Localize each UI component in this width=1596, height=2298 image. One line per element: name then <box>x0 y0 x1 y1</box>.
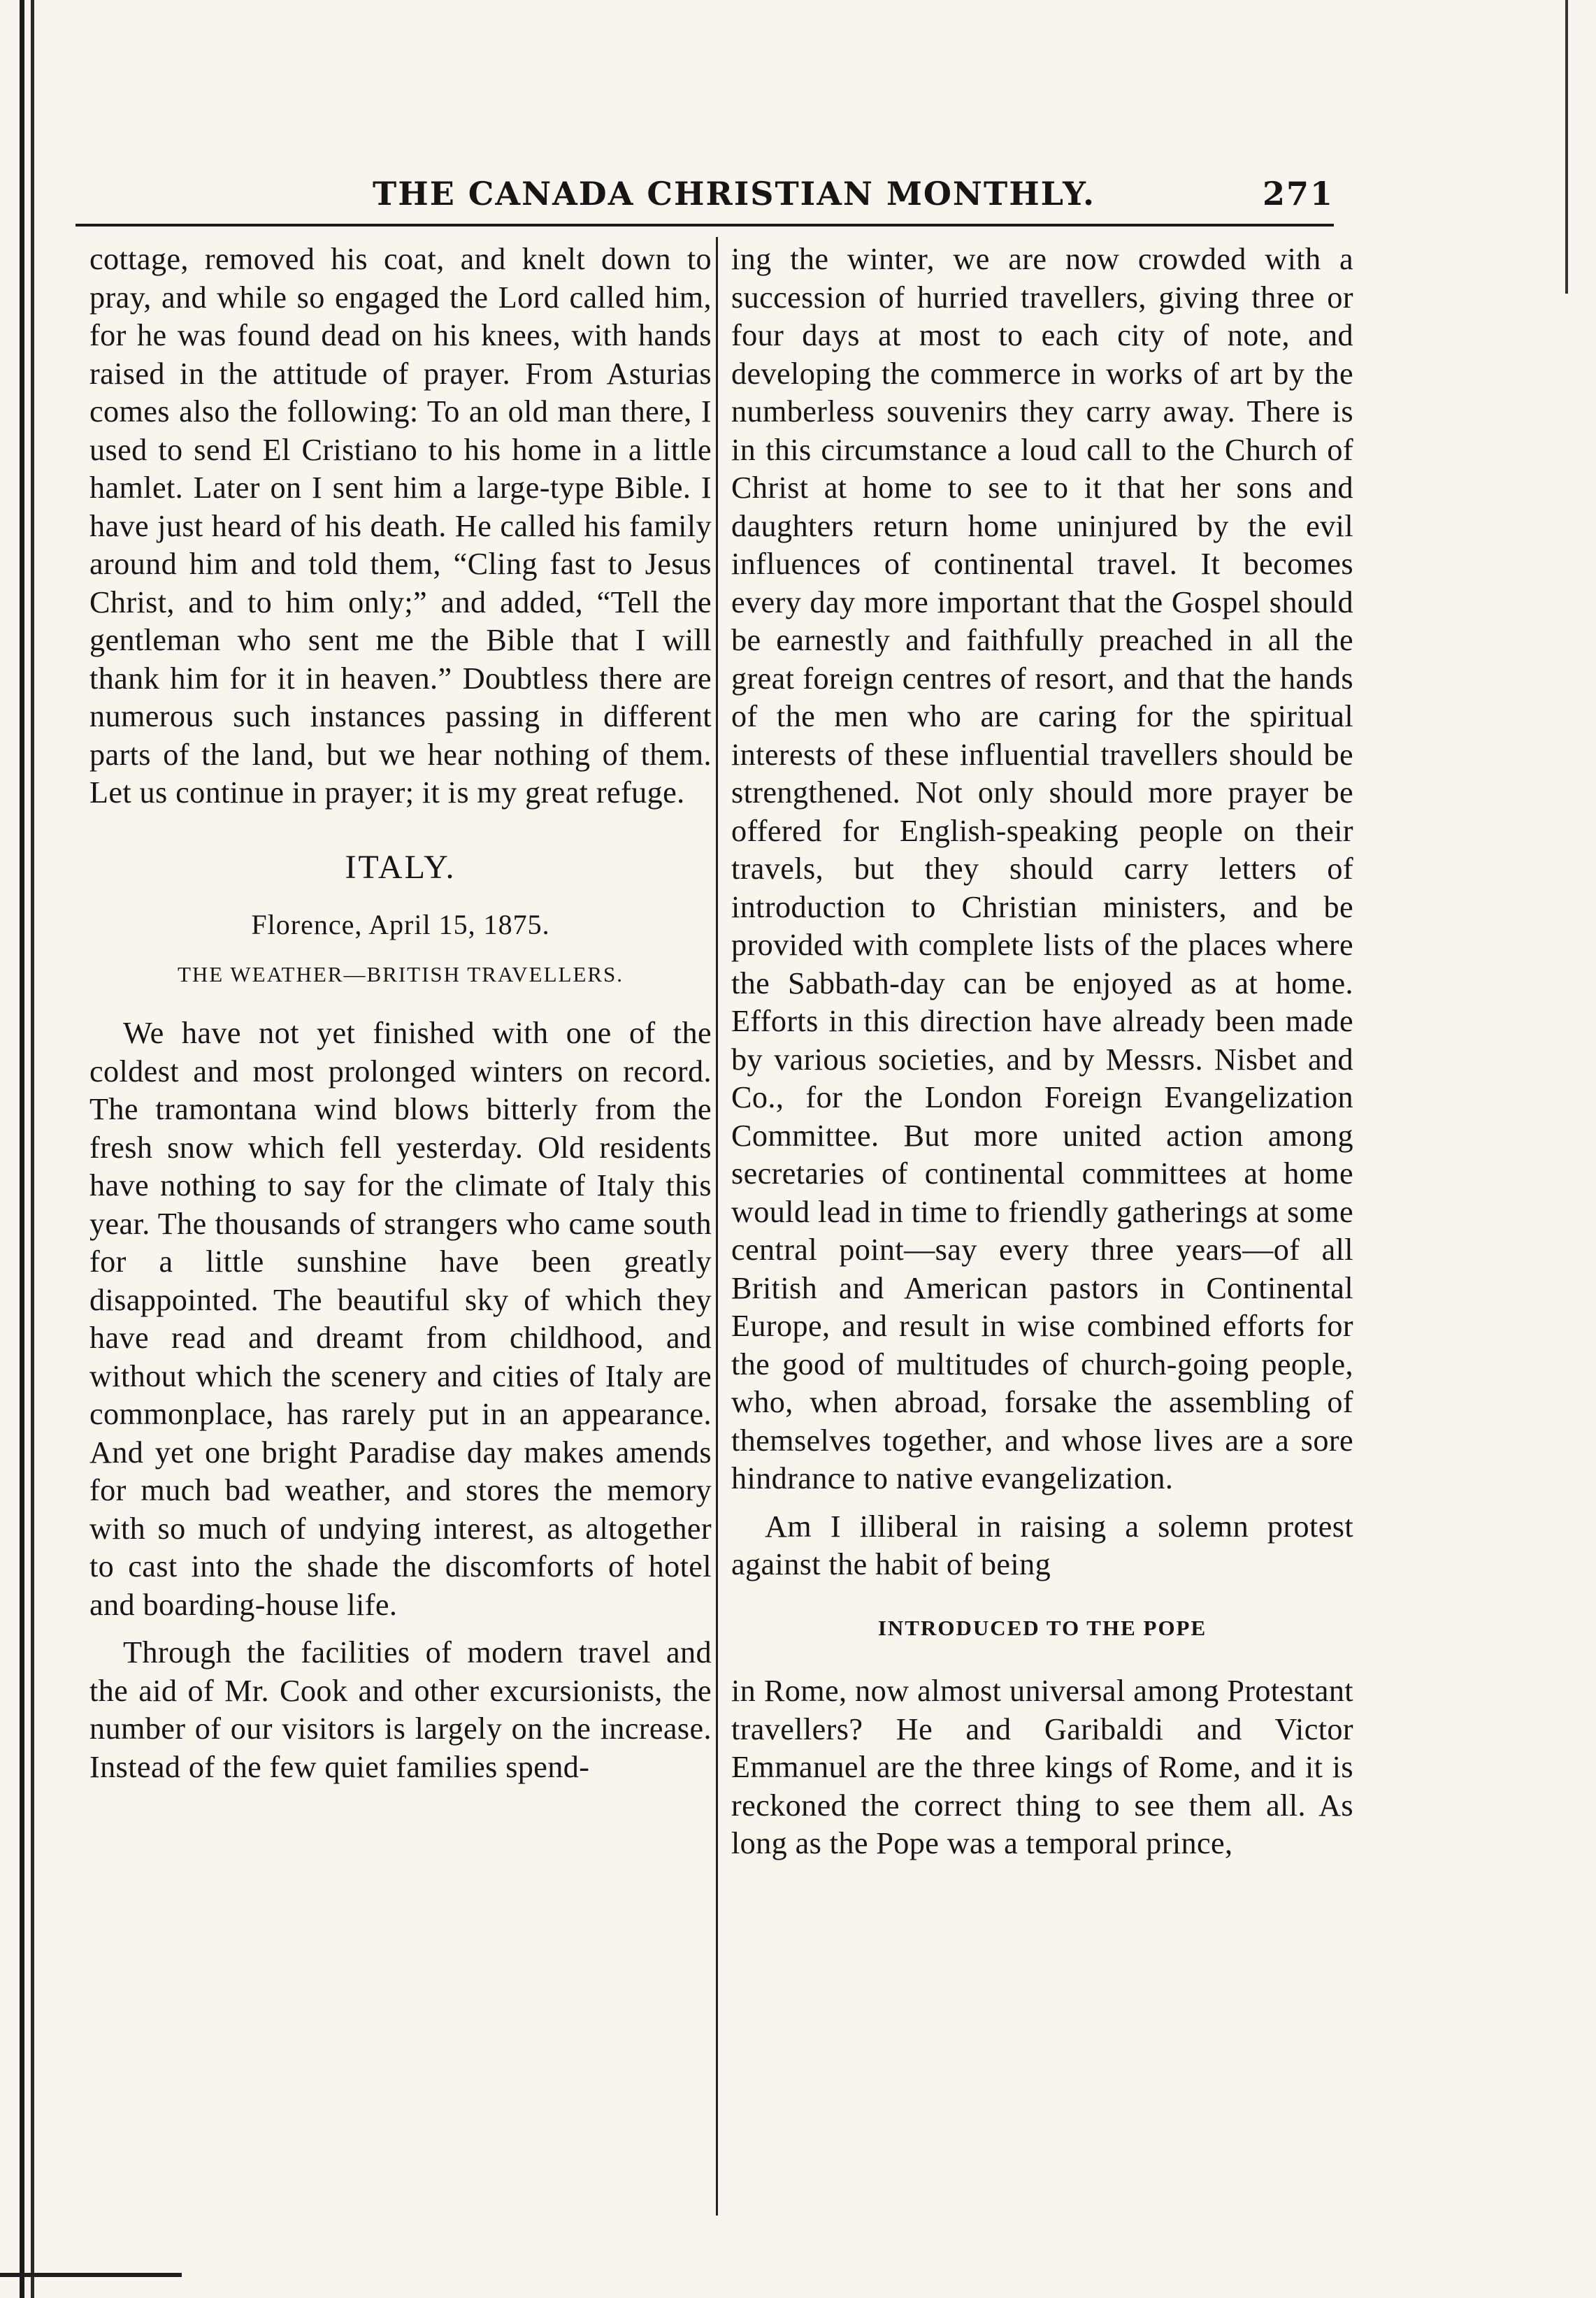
two-column-body <box>76 240 1353 2219</box>
document-page <box>76 175 1353 2219</box>
journal-title: THE CANADA CHRISTIAN MONTHLY. <box>373 175 1095 213</box>
scan-edge-left <box>20 0 24 2298</box>
subheading: INTRODUCED TO THE POPE <box>877 1615 1207 1640</box>
page-number: 271 <box>1262 175 1334 213</box>
paragraph: in Rome, now almost universal among Protestant travellers? He and Garibaldi and Victor Emmanuel are the three kings of Rome, and it is reckoned the correct thing to see them all. As long as the Pope was a temporal prince, <box>731 1674 1353 1860</box>
column-rule <box>716 237 718 2216</box>
dateline: Florence, April 15, 1875. <box>251 909 550 940</box>
paragraph: ing the winter, we are now crowded with a succession of hurried travellers, giving three or four days at most to each city of note, and developing the commerce in works of art by the numberless souvenirs they carry away. There is in this circumstance a loud call to the Church of Christ at home to see to it that her sons and daughters return home uninjured by the evil influences of continental travel. It becomes every day more important that the Gospel should be earnestly and faithfully preached in all the great foreign centres of resort, and that the hands of the men who are caring for the spiritual interests of these influential travellers should be strengthened. Not only should more prayer be offered for English-speaking people on their travels, but they should carry letters of introduction to Christian ministers, and be provided with complete lists of the places where the Sabbath-day can be enjoyed as at home. Efforts in this direction have already been made by various societies, and by Messrs. Nisbet and Co., for the London Foreign Evangelization Committee. But more united action among secretaries of continental committees at home would lead in time to friendly gatherings at some central point—say every three years—of all British and American pastors in Continental Europe, and result in wise combined efforts for the good of multitudes of church-going people, who, when abroad, forsake the assembling of themselves together, and whose lives are a sore hindrance to native evangelization. <box>731 242 1353 1495</box>
paragraph: Am I illiberal in raising a solemn protest against the habit of being <box>731 1509 1353 1581</box>
subheading: THE WEATHER—BRITISH TRAVELLERS. <box>177 961 624 986</box>
section-heading: ITALY. <box>345 848 456 886</box>
right-column <box>731 240 1353 1863</box>
paragraph: We have not yet finished with one of the coldest and most prolonged winters on record. The tramontana wind blows bitterly from the fresh snow which fell yesterday. Old residents have nothing to say for the climate of Italy this year. The thousands of strangers who came south for a little sunshine have been greatly disappointed. The beautiful sky of which they have read and dreamt from childhood, and without which the scenery and cities of Italy are commonplace, has rarely put in an appearance. And yet one bright Paradise day makes amends for much bad weather, and stores the memory with so much of undying interest, as altogether to cast into the shade the discomforts of hotel and boarding-house life. <box>89 1016 712 1622</box>
running-header <box>76 175 1334 227</box>
scan-edge-left-inner <box>31 0 34 2298</box>
paragraph: Through the facilities of modern travel and the aid of Mr. Cook and other excursionists, the number of our visitors is largely on the increase. Instead of the few quiet families spend- <box>89 1635 712 1784</box>
scan-edge-right <box>1565 0 1568 294</box>
left-column <box>89 240 712 1786</box>
paragraph: cottage, removed his coat, and knelt down to pray, and while so engaged the Lord called him, for he was found dead on his knees, with hands raised in the attitude of prayer. From Asturias comes also the following: To an old man there, I used to send El Cristiano to his home in a little hamlet. Later on I sent him a large-type Bible. I have just heard of his death. He called his family around him and told them, “Cling fast to Jesus Christ, and to him only;” and added, “Tell the gentleman who sent me the Bible that I will thank him for it in heaven.” Doubtless there are numerous such instances passing in different parts of the land, but we hear nothing of them. Let us continue in prayer; it is my great refuge. <box>89 242 712 810</box>
scan-edge-bottom <box>0 2273 182 2277</box>
